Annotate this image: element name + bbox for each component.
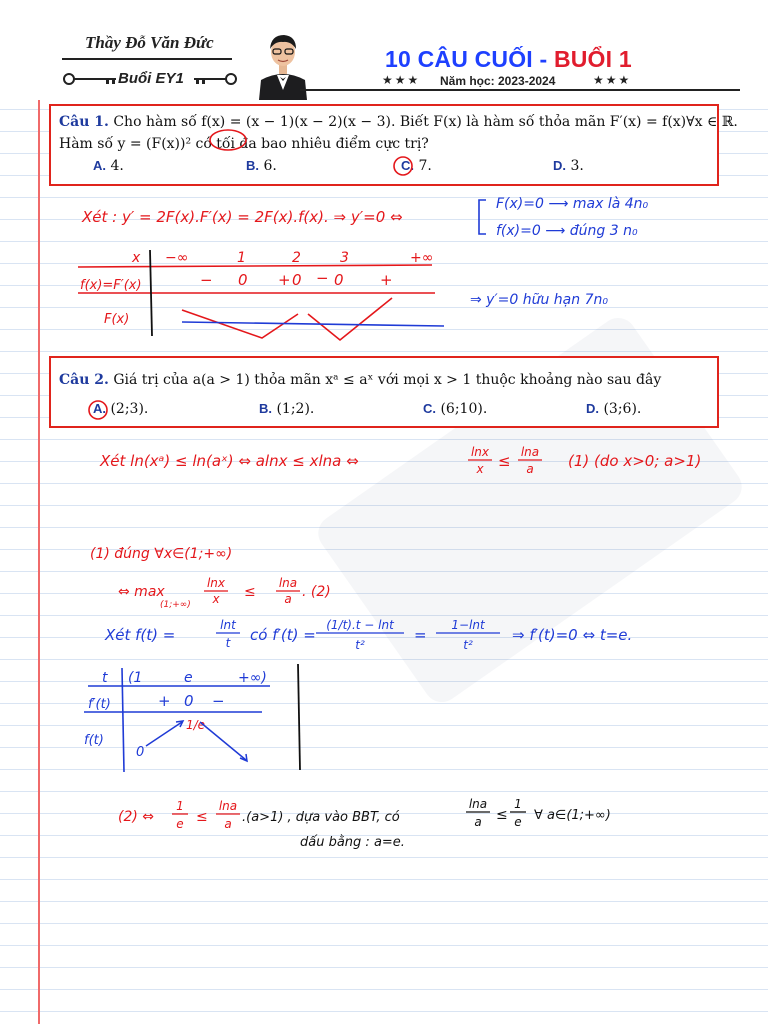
svg-text:0: 0	[184, 692, 194, 710]
school-year: Năm học: 2023-2024	[440, 74, 556, 88]
hw-s1-sign-4: −	[316, 269, 329, 287]
hw-s1-x-v2: 2	[292, 250, 301, 266]
question-2-option-d[interactable]: D. (3;6).	[586, 401, 642, 417]
hw-s1-x-v0: −∞	[165, 250, 189, 266]
svg-text:≤: ≤	[196, 809, 208, 825]
hw-s1-sign-2: +	[278, 271, 291, 289]
question-1-option-c[interactable]: C. 7.	[401, 158, 432, 174]
hw-circle-toi-da	[210, 130, 246, 150]
question-1-text-2: Hàm số y = (F(x))² có tối đa bao nhiêu điểm cực trị?	[59, 136, 429, 152]
hw-s2-line-1-end: (1) (do x>0; a>1)	[568, 452, 702, 470]
svg-text:1−lnt: 1−lnt	[451, 618, 485, 632]
hw-s2-xet: Xét f(t) =	[105, 626, 176, 644]
svg-text:a: a	[526, 462, 534, 476]
svg-text:a: a	[284, 592, 292, 606]
svg-text:≤: ≤	[496, 807, 508, 823]
svg-text:0: 0	[136, 745, 145, 760]
hw-s1-sign-5: 0	[334, 271, 344, 289]
svg-text:e: e	[176, 817, 184, 831]
svg-text:1/e: 1/e	[186, 718, 206, 732]
question-1-option-a[interactable]: A. 4.	[93, 158, 124, 174]
hw-s2-final: (2) ⇔	[118, 809, 155, 825]
hw-s2-line-2: (1) đúng ∀x∈(1;+∞)	[90, 546, 233, 562]
hw-s1-sign-1: 0	[238, 271, 248, 289]
svg-text:−: −	[212, 692, 225, 710]
svg-text:+∞): +∞)	[238, 670, 267, 686]
svg-text:+: +	[158, 692, 171, 710]
hw-s1-line-1: Xét : y′ = 2F(x).F′(x) = 2F(x).f(x). ⇒ y′=0 ⇔	[82, 208, 403, 226]
hw-s2-final-line-2: dấu bằng : a=e.	[300, 835, 405, 850]
hw-s1-arrow-2	[308, 298, 392, 340]
hw-s2-table-vline	[122, 668, 124, 772]
svg-text:≤: ≤	[498, 452, 511, 470]
svg-text:lna: lna	[520, 445, 540, 459]
hw-s1-table-vline	[150, 250, 152, 336]
svg-text:x: x	[476, 462, 484, 476]
session-label: Buổi EY1	[118, 70, 184, 87]
hw-s1-row-1-label: f(x)=F′(x)	[80, 278, 142, 293]
hw-s1-sign-0: −	[200, 271, 213, 289]
svg-text:1: 1	[176, 799, 184, 813]
question-2-text-1: Giá trị của a(a > 1) thỏa mãn xᵃ ≤ aˣ với mọi x > 1 thuộc khoảng nào sau đây	[113, 372, 662, 388]
svg-text:a: a	[474, 815, 482, 829]
svg-text:(1;+∞): (1;+∞)	[160, 600, 191, 610]
hw-s1-sign-6: +	[380, 271, 393, 289]
hw-s1-conclusion: ⇒ y′=0 hữu hạn 7n₀	[470, 292, 608, 308]
svg-text:lnx: lnx	[206, 576, 226, 590]
svg-text:t²: t²	[355, 638, 365, 652]
question-1-option-b[interactable]: B. 6.	[246, 158, 277, 174]
hw-s1-x-v4: +∞	[410, 250, 434, 266]
svg-text:(1/t).t − lnt: (1/t).t − lnt	[326, 618, 394, 632]
svg-text:lna: lna	[468, 797, 488, 811]
hw-s2-xet-end: ⇒ f′(t)=0 ⇔ t=e.	[512, 626, 633, 644]
stars-left: ★★★	[382, 73, 421, 87]
svg-text:.(a>1) , dựa vào BBT, có: .(a>1) , dựa vào BBT, có	[242, 810, 400, 825]
svg-text:e: e	[514, 815, 522, 829]
hw-circle-answer-c	[394, 157, 412, 175]
svg-text:t: t	[102, 670, 108, 686]
svg-text:=: =	[414, 626, 427, 644]
question-2-option-b[interactable]: B. (1;2).	[259, 401, 315, 417]
svg-text:≤: ≤	[244, 584, 256, 600]
question-2-option-a[interactable]: A. (2;3).	[93, 401, 149, 417]
svg-text:có f′(t) =: có f′(t) =	[250, 626, 316, 644]
svg-text:lnt: lnt	[220, 618, 236, 632]
hw-s1-case-1: F(x)=0 ⟶ max là 4n₀	[496, 196, 649, 212]
svg-text:lna: lna	[218, 799, 238, 813]
hw-s1-sign-3: 0	[292, 271, 302, 289]
svg-text:f′(t): f′(t)	[88, 697, 111, 712]
hw-s2-divider	[298, 664, 300, 770]
page-title: 10 CÂU CUỐI - BUỔI 1	[385, 46, 632, 72]
svg-text:lna: lna	[278, 576, 298, 590]
hw-s1-brace	[479, 200, 486, 234]
svg-text:lnx: lnx	[470, 445, 490, 459]
svg-text:1: 1	[514, 797, 522, 811]
hw-s2-line-3: ⇔ max	[118, 584, 165, 600]
hw-s1-x-v3: 3	[340, 250, 349, 266]
svg-text:e: e	[184, 670, 193, 686]
svg-text:∀ a∈(1;+∞): ∀ a∈(1;+∞)	[534, 808, 611, 823]
hw-s2-tag-2: . (2)	[302, 584, 331, 600]
hw-s1-row-2-label: F(x)	[104, 312, 130, 327]
hw-s1-x: x	[132, 250, 141, 266]
svg-text:f(t): f(t)	[84, 733, 104, 748]
question-1-text-1: Cho hàm số f(x) = (x − 1)(x − 2)(x − 3). Biết F(x) là hàm số thỏa mãn F′(x) = f(x)∀x ∈ ℝ.	[113, 114, 738, 130]
teacher-name: Thầy Đỗ Văn Đức	[85, 33, 214, 52]
hw-s1-x-v1: 1	[237, 250, 246, 266]
svg-text:t: t	[225, 636, 231, 650]
hw-circle-answer-a	[89, 401, 107, 419]
svg-text:t²: t²	[463, 638, 473, 652]
svg-text:a: a	[224, 817, 232, 831]
hw-s1-case-2: f(x)=0 ⟶ đúng 3 n₀	[496, 223, 638, 239]
question-1-option-d[interactable]: D. 3.	[553, 158, 584, 174]
svg-text:x: x	[212, 592, 220, 606]
hw-s2-line-1: Xét ln(xᵃ) ≤ ln(aˣ) ⇔ alnx ≤ xlna ⇔	[100, 452, 359, 470]
svg-text:(1: (1	[128, 670, 143, 686]
question-2-option-c[interactable]: C. (6;10).	[423, 401, 488, 417]
question-2-label: Câu 2.	[59, 372, 109, 388]
stars-right: ★★★	[593, 73, 632, 87]
question-1-label: Câu 1.	[59, 114, 109, 130]
